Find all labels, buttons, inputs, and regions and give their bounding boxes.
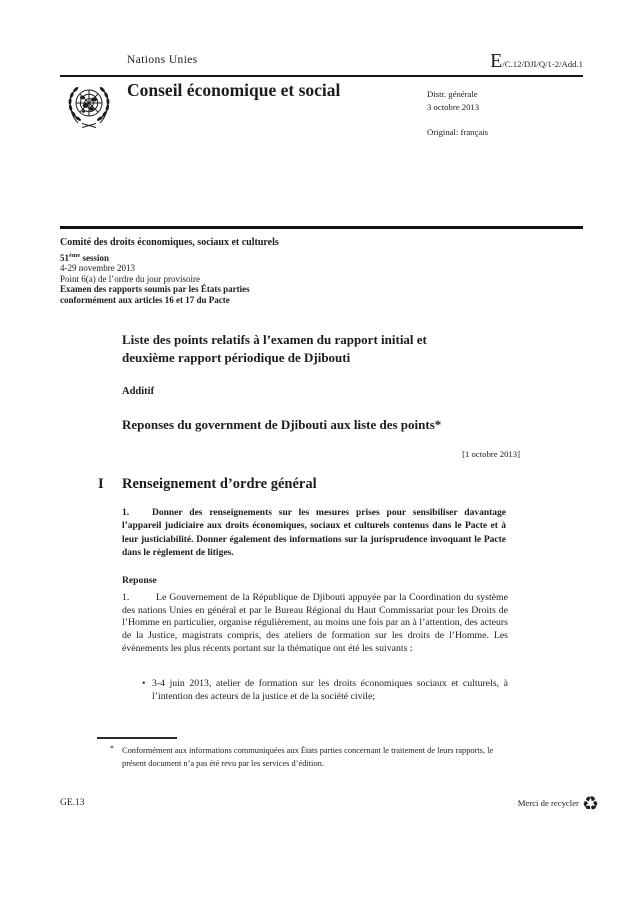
agenda-item: Point 6(a) de l’ordre du jour provisoire [60, 273, 200, 284]
document-code: GE.13 [60, 798, 85, 808]
question-paragraph [122, 507, 506, 560]
org-name: Nations Unies [127, 54, 198, 66]
footnote-rule [97, 737, 177, 739]
footnote-text: Conformément aux informations communiquées aux États parties concernant le traitement de leurs rapports, le présent document n’a pas été revu par les services d’édition. [122, 746, 494, 768]
distribution-date: 3 octobre 2013 [427, 102, 480, 112]
bullet-item [122, 678, 508, 703]
main-title [122, 331, 507, 366]
topic-line-1: Examen des rapports soumis par les États parties [60, 284, 250, 295]
recycle-text: Merci de recycler [517, 798, 579, 808]
answer-paragraph [122, 592, 508, 656]
main-title-line-1: Liste des points relatifs à l’examen du rapport initial et [122, 332, 427, 347]
recycle-notice [518, 793, 599, 815]
bullet-text: 3-4 juin 2013, atelier de formation sur les droits économiques sociaux et culturels, à l’intention des acteurs de la justice et de la société civile; [152, 678, 508, 702]
answer-text: Le Gouvernement de la République de Djibouti appuyée par la Coordination du système des nations Unies en général et par le Bureau Régional du Haut Commissariat pour les Droits de l’Homme en particulier, organise régulièrement, au moins une fois par an à l’attention, des acteurs de la Justice, magistrats compris, des ateliers de formation sur les droits de l’Homme. Les évènements les plus récents portant sur la thématique ont été les suivants : [122, 592, 508, 654]
question-text: Donner des renseignements sur les mesures prises pour sensibiliser davantage l’appareil judiciaire aux droits économiques, sociaux et culturels contenus dans le Pacte et à leur justiciabilité. Donner également des informations sur la jurisprudence invoquant le Pacte dans le règlement de litiges. [122, 508, 506, 558]
council-title: Conseil économique et social [127, 80, 341, 100]
distribution-line: Distr. générale [427, 89, 478, 99]
un-emblem-icon [61, 82, 117, 130]
section-heading [98, 476, 317, 493]
session-block [60, 238, 279, 306]
header-rule-thin [60, 75, 583, 77]
subtitle: Reponses du government de Djibouti aux liste des points* [122, 417, 442, 432]
document-symbol-letter: E [490, 50, 503, 72]
document-symbol-rest: /C.12/DJI/Q/1-2/Add.1 [502, 59, 583, 69]
answer-number: 1. [122, 592, 130, 603]
document-symbol [490, 50, 583, 73]
additif-label: Additif [122, 386, 155, 397]
topic-line-2: conformément aux articles 16 et 17 du Pacte [60, 294, 230, 305]
original-language: Original: français [427, 127, 489, 137]
distribution-block [427, 88, 479, 114]
bullet-icon: • [142, 678, 146, 689]
header-rule-thick [60, 226, 583, 229]
main-title-line-2: deuxième rapport périodique de Djibouti [122, 349, 351, 365]
committee-name: Comité des droits économiques, sociaux et culturels [60, 237, 279, 248]
footnote [110, 744, 512, 770]
section-numeral: I [98, 476, 104, 492]
received-date: [1 octobre 2013] [462, 449, 520, 459]
question-number: 1. [122, 508, 130, 518]
section-heading-text: Renseignement d’ordre général [122, 476, 317, 492]
response-label: Reponse [122, 575, 157, 586]
recycle-icon: ♻ [581, 793, 599, 815]
session-number-line: 51ème session [60, 251, 109, 263]
session-dates: 4-29 novembre 2013 [60, 263, 135, 274]
footnote-marker: * [110, 744, 114, 753]
